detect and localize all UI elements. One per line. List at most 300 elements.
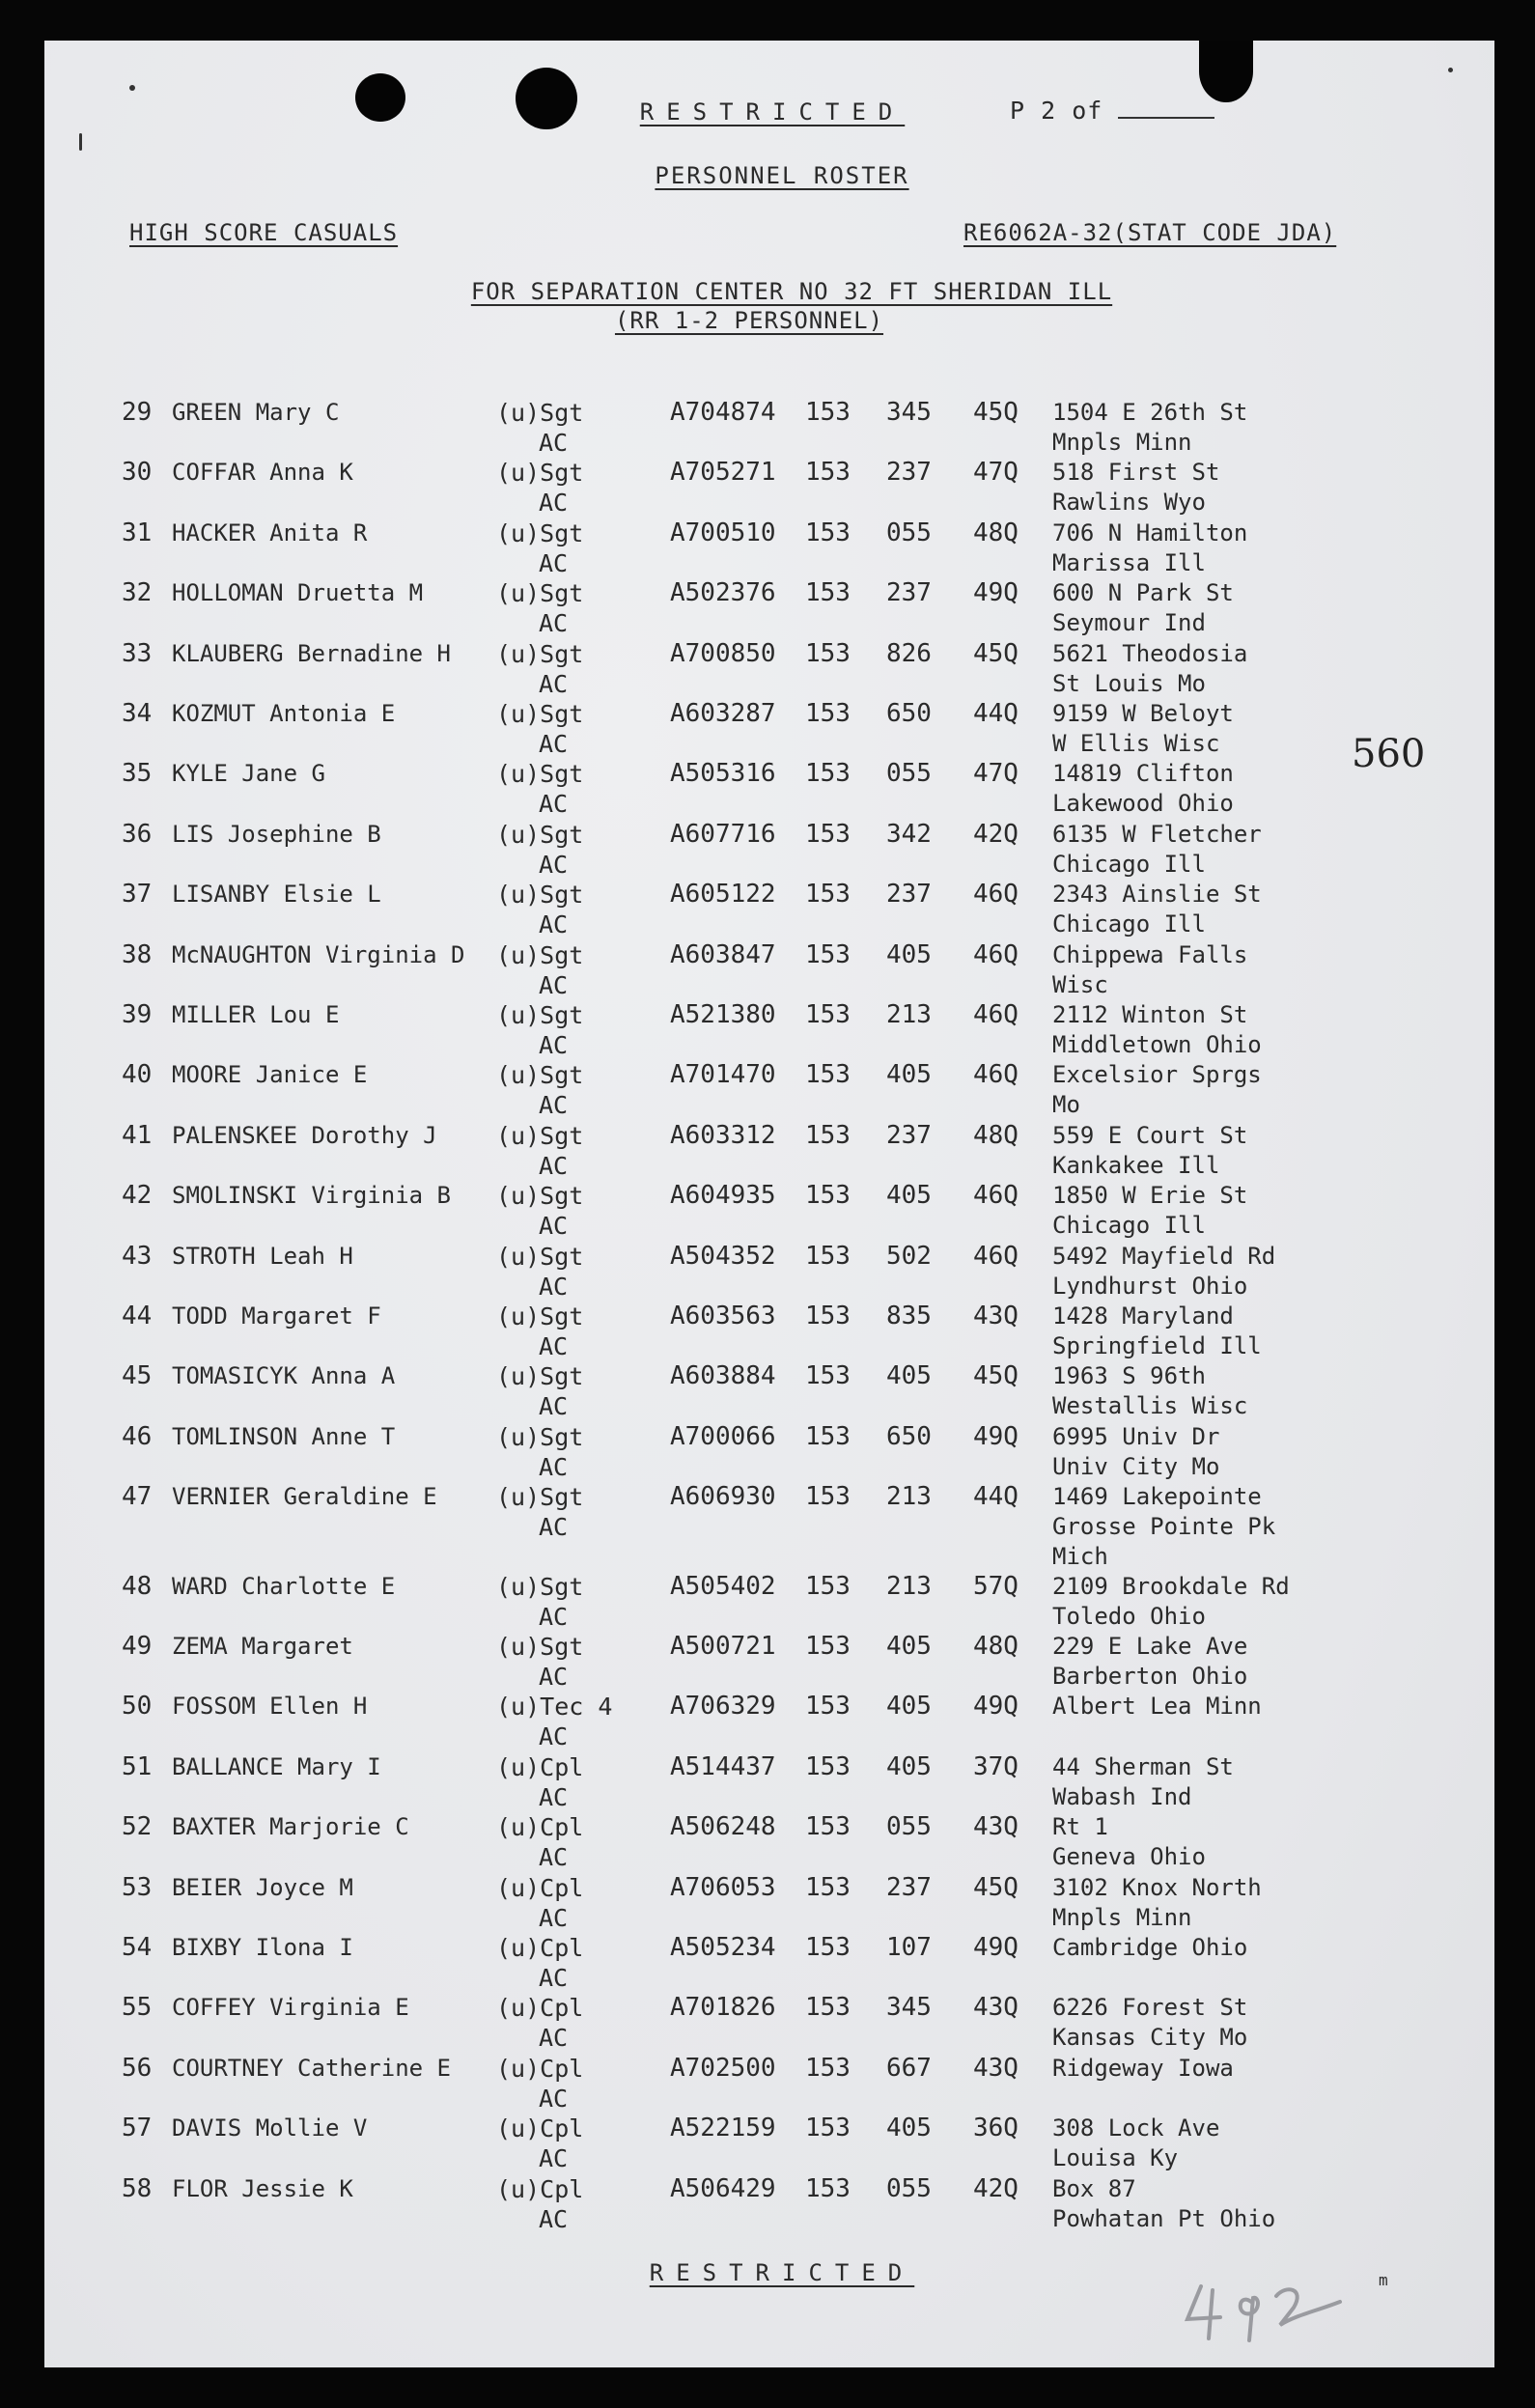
address-line-2: Chicago Ill <box>1052 1212 1206 1240</box>
serial-number: A505316 <box>670 759 776 789</box>
address-line-1: 3102 Knox North <box>1052 1873 1262 1901</box>
code-col-2: 405 <box>886 1361 932 1391</box>
address-line-2: Rawlins Wyo <box>1052 489 1206 517</box>
address-line-1: Box 87 <box>1052 2174 1136 2202</box>
address-line-2: Kansas City Mo <box>1052 2024 1248 2052</box>
grade: (u)Sgt <box>496 1633 584 1661</box>
branch: AC <box>539 1513 569 1542</box>
grade: (u)Sgt <box>496 518 584 547</box>
row-number: 39 <box>122 1000 153 1029</box>
table-row <box>44 820 1494 880</box>
grade: (u)Sgt <box>496 1422 584 1451</box>
address-line-1: 600 N Park St <box>1052 579 1234 607</box>
address-line-2: Kankakee Ill <box>1052 1151 1220 1179</box>
code-col-1: 153 <box>805 1060 851 1090</box>
table-row <box>44 1933 1494 1993</box>
code-col-2: 405 <box>886 1181 932 1211</box>
member-name: ZEMA Margaret <box>172 1633 353 1660</box>
code-col-1: 153 <box>805 638 851 668</box>
branch: AC <box>539 1782 569 1811</box>
score: 46Q <box>973 1000 1019 1029</box>
code-col-2: 345 <box>886 398 932 427</box>
row-number: 54 <box>122 1933 153 1962</box>
code-col-1: 153 <box>805 518 851 547</box>
serial-number: A700850 <box>670 638 776 668</box>
grade: (u)Cpl <box>496 1994 584 2023</box>
table-row <box>44 1572 1494 1632</box>
address-line-1: 9159 W Beloyt <box>1052 700 1234 727</box>
grade: (u)Sgt <box>496 579 584 608</box>
member-name: SMOLINSKI Virginia B <box>172 1182 451 1210</box>
table-row <box>44 1632 1494 1692</box>
table-row <box>44 940 1494 1000</box>
row-number: 36 <box>122 819 153 849</box>
table-row <box>44 518 1494 578</box>
branch: AC <box>539 1903 569 1932</box>
stat-code: RE6062A-32(STAT CODE JDA) <box>963 219 1337 246</box>
row-number: 52 <box>122 1812 153 1842</box>
serial-number: A701470 <box>670 1060 776 1090</box>
address-line-1: 5621 Theodosia <box>1052 639 1248 667</box>
branch: AC <box>539 1272 569 1301</box>
code-col-1: 153 <box>805 1872 851 1902</box>
table-row <box>44 1692 1494 1751</box>
grade: (u)Cpl <box>496 1813 584 1842</box>
code-col-2: 345 <box>886 1993 932 2023</box>
grade: (u)Sgt <box>496 1121 584 1150</box>
row-number: 47 <box>122 1482 153 1512</box>
address-line-1: 2343 Ainslie St <box>1052 881 1262 909</box>
member-name: COFFEY Virginia E <box>172 1994 409 2022</box>
serial-number: A504352 <box>670 1241 776 1271</box>
score: 42Q <box>973 819 1019 849</box>
address-line-2: Barberton Ohio <box>1052 1663 1248 1690</box>
serial-number: A607716 <box>670 819 776 849</box>
table-row <box>44 2114 1494 2173</box>
row-number: 33 <box>122 638 153 668</box>
score: 46Q <box>973 1181 1019 1211</box>
code-col-2: 405 <box>886 939 932 969</box>
code-col-2: 055 <box>886 518 932 547</box>
code-col-2: 405 <box>886 1692 932 1722</box>
score: 43Q <box>973 1302 1019 1330</box>
member-name: STROTH Leah H <box>172 1242 353 1270</box>
member-name: DAVIS Mollie V <box>172 2114 368 2142</box>
table-row <box>44 458 1494 518</box>
address-line-1: 518 First St <box>1052 459 1220 487</box>
code-col-2: 502 <box>886 1241 932 1271</box>
address-line-2: Marissa Ill <box>1052 548 1206 576</box>
row-number: 58 <box>122 2173 153 2203</box>
row-number: 45 <box>122 1361 153 1391</box>
margin-number: 560 <box>1352 732 1426 776</box>
address-line-2: Lakewood Ohio <box>1052 790 1234 818</box>
grade: (u)Cpl <box>496 2174 584 2203</box>
member-name: LISANBY Elsie L <box>172 881 381 909</box>
code-col-1: 153 <box>805 1993 851 2023</box>
member-name: McNAUGHTON Virginia D <box>172 940 465 968</box>
table-row <box>44 2174 1494 2234</box>
score: 49Q <box>973 1933 1019 1962</box>
member-name: HOLLOMAN Druetta M <box>172 579 424 607</box>
branch: AC <box>539 429 569 457</box>
table-row <box>44 578 1494 638</box>
address-line-2: Chicago Ill <box>1052 850 1206 878</box>
branch: AC <box>539 1663 569 1691</box>
address-line-1: Ridgeway Iowa <box>1052 2054 1234 2082</box>
branch: AC <box>539 1964 569 1992</box>
address-line-2: Mnpls Minn <box>1052 429 1192 456</box>
member-name: BIXBY Ilona I <box>172 1934 353 1961</box>
table-row <box>44 1060 1494 1120</box>
member-name: MILLER Lou E <box>172 1001 340 1028</box>
address-line-2: Wisc <box>1052 970 1108 998</box>
grade: (u)Cpl <box>496 2054 584 2083</box>
row-number: 29 <box>122 398 153 427</box>
row-number: 43 <box>122 1241 153 1271</box>
row-number: 31 <box>122 518 153 547</box>
branch: AC <box>539 2024 569 2053</box>
branch: AC <box>539 790 569 819</box>
address-line-1: 559 E Court St <box>1052 1121 1248 1149</box>
member-name: BEIER Joyce M <box>172 1873 353 1901</box>
address-line-1: 14819 Clifton <box>1052 760 1234 788</box>
branch: AC <box>539 548 569 577</box>
grade: (u)Sgt <box>496 1182 584 1211</box>
address-line-1: 2109 Brookdale Rd <box>1052 1572 1290 1600</box>
branch: AC <box>539 1151 569 1180</box>
row-number: 44 <box>122 1302 153 1330</box>
member-name: PALENSKEE Dorothy J <box>172 1121 437 1149</box>
code-col-2: 650 <box>886 1421 932 1451</box>
member-name: TODD Margaret F <box>172 1302 381 1330</box>
classification-header: RESTRICTED <box>639 98 906 126</box>
grade: (u)Cpl <box>496 1752 584 1781</box>
branch: AC <box>539 730 569 758</box>
score: 45Q <box>973 638 1019 668</box>
grade: (u)Sgt <box>496 639 584 668</box>
address-line-1: 6135 W Fletcher <box>1052 820 1262 848</box>
member-name: MOORE Janice E <box>172 1061 368 1089</box>
score: 49Q <box>973 578 1019 608</box>
grade: (u)Sgt <box>496 1483 584 1512</box>
row-number: 30 <box>122 458 153 488</box>
score: 46Q <box>973 939 1019 969</box>
grade: (u)Cpl <box>496 1873 584 1902</box>
code-col-2: 237 <box>886 880 932 910</box>
code-col-2: 055 <box>886 1812 932 1842</box>
roster-page <box>44 41 1494 2367</box>
address-line-2: Toledo Ohio <box>1052 1602 1206 1630</box>
table-row <box>44 1242 1494 1302</box>
branch: AC <box>539 2084 569 2113</box>
address-line-1: 1850 W Erie St <box>1052 1182 1248 1210</box>
table-row <box>44 398 1494 458</box>
grade: (u)Sgt <box>496 1001 584 1029</box>
row-number: 41 <box>122 1120 153 1150</box>
serial-number: A500721 <box>670 1632 776 1661</box>
roster-table <box>44 41 1494 2367</box>
serial-number: A603563 <box>670 1302 776 1330</box>
address-line-2: Westallis Wisc <box>1052 1392 1248 1420</box>
row-number: 38 <box>122 939 153 969</box>
code-col-1: 153 <box>805 1000 851 1029</box>
score: 45Q <box>973 398 1019 427</box>
branch: AC <box>539 1091 569 1120</box>
serial-number: A700510 <box>670 518 776 547</box>
branch: AC <box>539 1212 569 1241</box>
serial-number: A603312 <box>670 1120 776 1150</box>
code-col-1: 153 <box>805 759 851 789</box>
serial-number: A603884 <box>670 1361 776 1391</box>
address-line-1: 6995 Univ Dr <box>1052 1422 1220 1450</box>
grade: (u)Cpl <box>496 1934 584 1962</box>
subtitle-line: (RR 1-2 PERSONNEL) <box>614 307 884 334</box>
code-col-2: 237 <box>886 1120 932 1150</box>
serial-number: A505402 <box>670 1571 776 1601</box>
serial-number: A605122 <box>670 880 776 910</box>
page-label: P 2 of <box>1010 97 1103 125</box>
score: 44Q <box>973 1482 1019 1512</box>
branch: AC <box>539 489 569 518</box>
table-row <box>44 1752 1494 1812</box>
row-number: 42 <box>122 1181 153 1211</box>
table-row <box>44 1482 1494 1571</box>
address-line-1: Albert Lea Minn <box>1052 1693 1262 1721</box>
table-row <box>44 699 1494 759</box>
score: 46Q <box>973 1241 1019 1271</box>
code-col-1: 153 <box>805 1692 851 1722</box>
address-line-1: 6226 Forest St <box>1052 1994 1248 2022</box>
address-line-2: Seymour Ind <box>1052 609 1206 637</box>
code-col-1: 153 <box>805 699 851 728</box>
code-col-2: 667 <box>886 2053 932 2083</box>
code-col-2: 237 <box>886 458 932 488</box>
table-row <box>44 1181 1494 1241</box>
score: 43Q <box>973 2053 1019 2083</box>
table-row <box>44 1422 1494 1482</box>
address-line-2: Springfield Ill <box>1052 1332 1262 1359</box>
grade: (u)Sgt <box>496 881 584 910</box>
score: 44Q <box>973 699 1019 728</box>
code-col-2: 213 <box>886 1571 932 1601</box>
address-line-2: Lyndhurst Ohio <box>1052 1272 1248 1300</box>
score: 45Q <box>973 1872 1019 1902</box>
row-number: 46 <box>122 1421 153 1451</box>
score: 43Q <box>973 1993 1019 2023</box>
score: 36Q <box>973 2114 1019 2143</box>
code-col-1: 153 <box>805 1181 851 1211</box>
branch: AC <box>539 2204 569 2233</box>
grade: (u)Sgt <box>496 459 584 488</box>
serial-number: A604935 <box>670 1181 776 1211</box>
branch: AC <box>539 609 569 638</box>
score: 47Q <box>973 458 1019 488</box>
row-number: 56 <box>122 2053 153 2083</box>
score: 46Q <box>973 1060 1019 1090</box>
score: 48Q <box>973 1632 1019 1661</box>
code-col-1: 153 <box>805 1421 851 1451</box>
address-line-3: Mich <box>1052 1543 1108 1571</box>
serial-number: A700066 <box>670 1421 776 1451</box>
code-col-2: 405 <box>886 1060 932 1090</box>
member-name: COFFAR Anna K <box>172 459 353 487</box>
branch: AC <box>539 1332 569 1360</box>
code-col-1: 153 <box>805 1933 851 1962</box>
code-col-1: 153 <box>805 458 851 488</box>
member-name: COURTNEY Catherine E <box>172 2054 451 2082</box>
grade: (u)Sgt <box>496 940 584 969</box>
branch: AC <box>539 1843 569 1872</box>
table-row <box>44 1302 1494 1361</box>
address-line-1: 706 N Hamilton <box>1052 518 1248 546</box>
score: 42Q <box>973 2173 1019 2203</box>
code-col-1: 153 <box>805 2053 851 2083</box>
table-row <box>44 1993 1494 2053</box>
serial-number: A705271 <box>670 458 776 488</box>
score: 46Q <box>973 880 1019 910</box>
branch: AC <box>539 970 569 999</box>
branch: AC <box>539 1392 569 1421</box>
member-name: FLOR Jessie K <box>172 2174 353 2202</box>
row-number: 32 <box>122 578 153 608</box>
member-name: VERNIER Geraldine E <box>172 1483 437 1511</box>
code-col-2: 213 <box>886 1482 932 1512</box>
group-label: HIGH SCORE CASUALS <box>129 219 399 246</box>
branch: AC <box>539 1602 569 1631</box>
code-col-1: 153 <box>805 2173 851 2203</box>
table-row <box>44 880 1494 939</box>
branch: AC <box>539 1452 569 1481</box>
table-row <box>44 2054 1494 2114</box>
serial-number: A701826 <box>670 1993 776 2023</box>
address-line-2: W Ellis Wisc <box>1052 730 1220 757</box>
address-line-1: 1504 E 26th St <box>1052 399 1248 426</box>
code-col-1: 153 <box>805 1632 851 1661</box>
score: 48Q <box>973 518 1019 547</box>
score: 57Q <box>973 1571 1019 1601</box>
member-name: BAXTER Marjorie C <box>172 1813 409 1841</box>
code-col-1: 153 <box>805 1812 851 1842</box>
code-col-1: 153 <box>805 2114 851 2143</box>
code-col-1: 153 <box>805 398 851 427</box>
serial-number: A522159 <box>670 2114 776 2143</box>
code-col-1: 153 <box>805 1361 851 1391</box>
address-line-2: Louisa Ky <box>1052 2144 1179 2172</box>
address-line-1: Chippewa Falls <box>1052 940 1248 968</box>
score: 37Q <box>973 1751 1019 1781</box>
member-name: KYLE Jane G <box>172 760 325 788</box>
member-name: HACKER Anita R <box>172 518 368 546</box>
address-line-2: Powhatan Pt Ohio <box>1052 2204 1276 2232</box>
serial-number: A603287 <box>670 699 776 728</box>
grade: (u)Sgt <box>496 1362 584 1391</box>
row-number: 40 <box>122 1060 153 1090</box>
branch: AC <box>539 910 569 939</box>
score: 43Q <box>973 1812 1019 1842</box>
code-col-1: 153 <box>805 1482 851 1512</box>
destination-line: FOR SEPARATION CENTER NO 32 FT SHERIDAN ILL <box>470 278 1113 305</box>
code-col-2: 342 <box>886 819 932 849</box>
roster-title: PERSONNEL ROSTER <box>655 162 909 189</box>
branch: AC <box>539 850 569 879</box>
serial-number: A706053 <box>670 1872 776 1902</box>
row-number: 50 <box>122 1692 153 1722</box>
handwritten-page-number <box>1180 2257 1344 2344</box>
serial-number: A521380 <box>670 1000 776 1029</box>
row-number: 57 <box>122 2114 153 2143</box>
code-col-2: 237 <box>886 578 932 608</box>
address-line-2: Univ City Mo <box>1052 1452 1220 1480</box>
row-number: 34 <box>122 699 153 728</box>
code-col-1: 153 <box>805 1751 851 1781</box>
address-line-1: 1428 Maryland <box>1052 1302 1234 1330</box>
grade: (u)Sgt <box>496 700 584 728</box>
code-col-2: 405 <box>886 1632 932 1661</box>
code-col-2: 107 <box>886 1933 932 1962</box>
member-name: KOZMUT Antonia E <box>172 700 396 727</box>
table-row <box>44 1000 1494 1060</box>
member-name: LIS Josephine B <box>172 820 381 848</box>
address-line-1: 2112 Winton St <box>1052 1001 1248 1028</box>
address-line-1: 5492 Mayfield Rd <box>1052 1242 1276 1270</box>
corner-mark: m <box>1379 2271 1388 2289</box>
score: 45Q <box>973 1361 1019 1391</box>
code-col-1: 153 <box>805 939 851 969</box>
address-line-1: Cambridge Ohio <box>1052 1934 1248 1961</box>
address-line-2: Wabash Ind <box>1052 1782 1192 1810</box>
address-line-1: 1469 Lakepointe <box>1052 1483 1262 1511</box>
address-line-2: Geneva Ohio <box>1052 1843 1206 1871</box>
branch: AC <box>539 1031 569 1059</box>
address-line-2: Mo <box>1052 1091 1080 1119</box>
grade: (u)Sgt <box>496 1302 584 1330</box>
code-col-1: 153 <box>805 578 851 608</box>
grade: (u)Cpl <box>496 2114 584 2143</box>
table-row <box>44 639 1494 699</box>
address-line-2: Middletown Ohio <box>1052 1031 1262 1058</box>
grade: (u)Sgt <box>496 1572 584 1601</box>
row-number: 48 <box>122 1571 153 1601</box>
address-line-1: 44 Sherman St <box>1052 1752 1234 1780</box>
serial-number: A706329 <box>670 1692 776 1722</box>
serial-number: A506248 <box>670 1812 776 1842</box>
grade: (u)Sgt <box>496 820 584 849</box>
row-number: 51 <box>122 1751 153 1781</box>
address-line-2: Chicago Ill <box>1052 910 1206 938</box>
table-row <box>44 1361 1494 1421</box>
serial-number: A603847 <box>670 939 776 969</box>
code-col-2: 835 <box>886 1302 932 1330</box>
serial-number: A606930 <box>670 1482 776 1512</box>
address-line-1: 229 E Lake Ave <box>1052 1633 1248 1660</box>
row-number: 49 <box>122 1632 153 1661</box>
member-name: BALLANCE Mary I <box>172 1752 381 1780</box>
code-col-2: 055 <box>886 759 932 789</box>
member-name: KLAUBERG Bernadine H <box>172 639 451 667</box>
serial-number: A514437 <box>670 1751 776 1781</box>
code-col-1: 153 <box>805 819 851 849</box>
grade: (u)Sgt <box>496 1061 584 1090</box>
score: 49Q <box>973 1692 1019 1722</box>
member-name: TOMASICYK Anna A <box>172 1362 396 1390</box>
code-col-2: 405 <box>886 1751 932 1781</box>
table-row <box>44 1121 1494 1181</box>
code-col-2: 213 <box>886 1000 932 1029</box>
grade: (u)Sgt <box>496 760 584 789</box>
branch: AC <box>539 669 569 698</box>
branch: AC <box>539 2144 569 2173</box>
